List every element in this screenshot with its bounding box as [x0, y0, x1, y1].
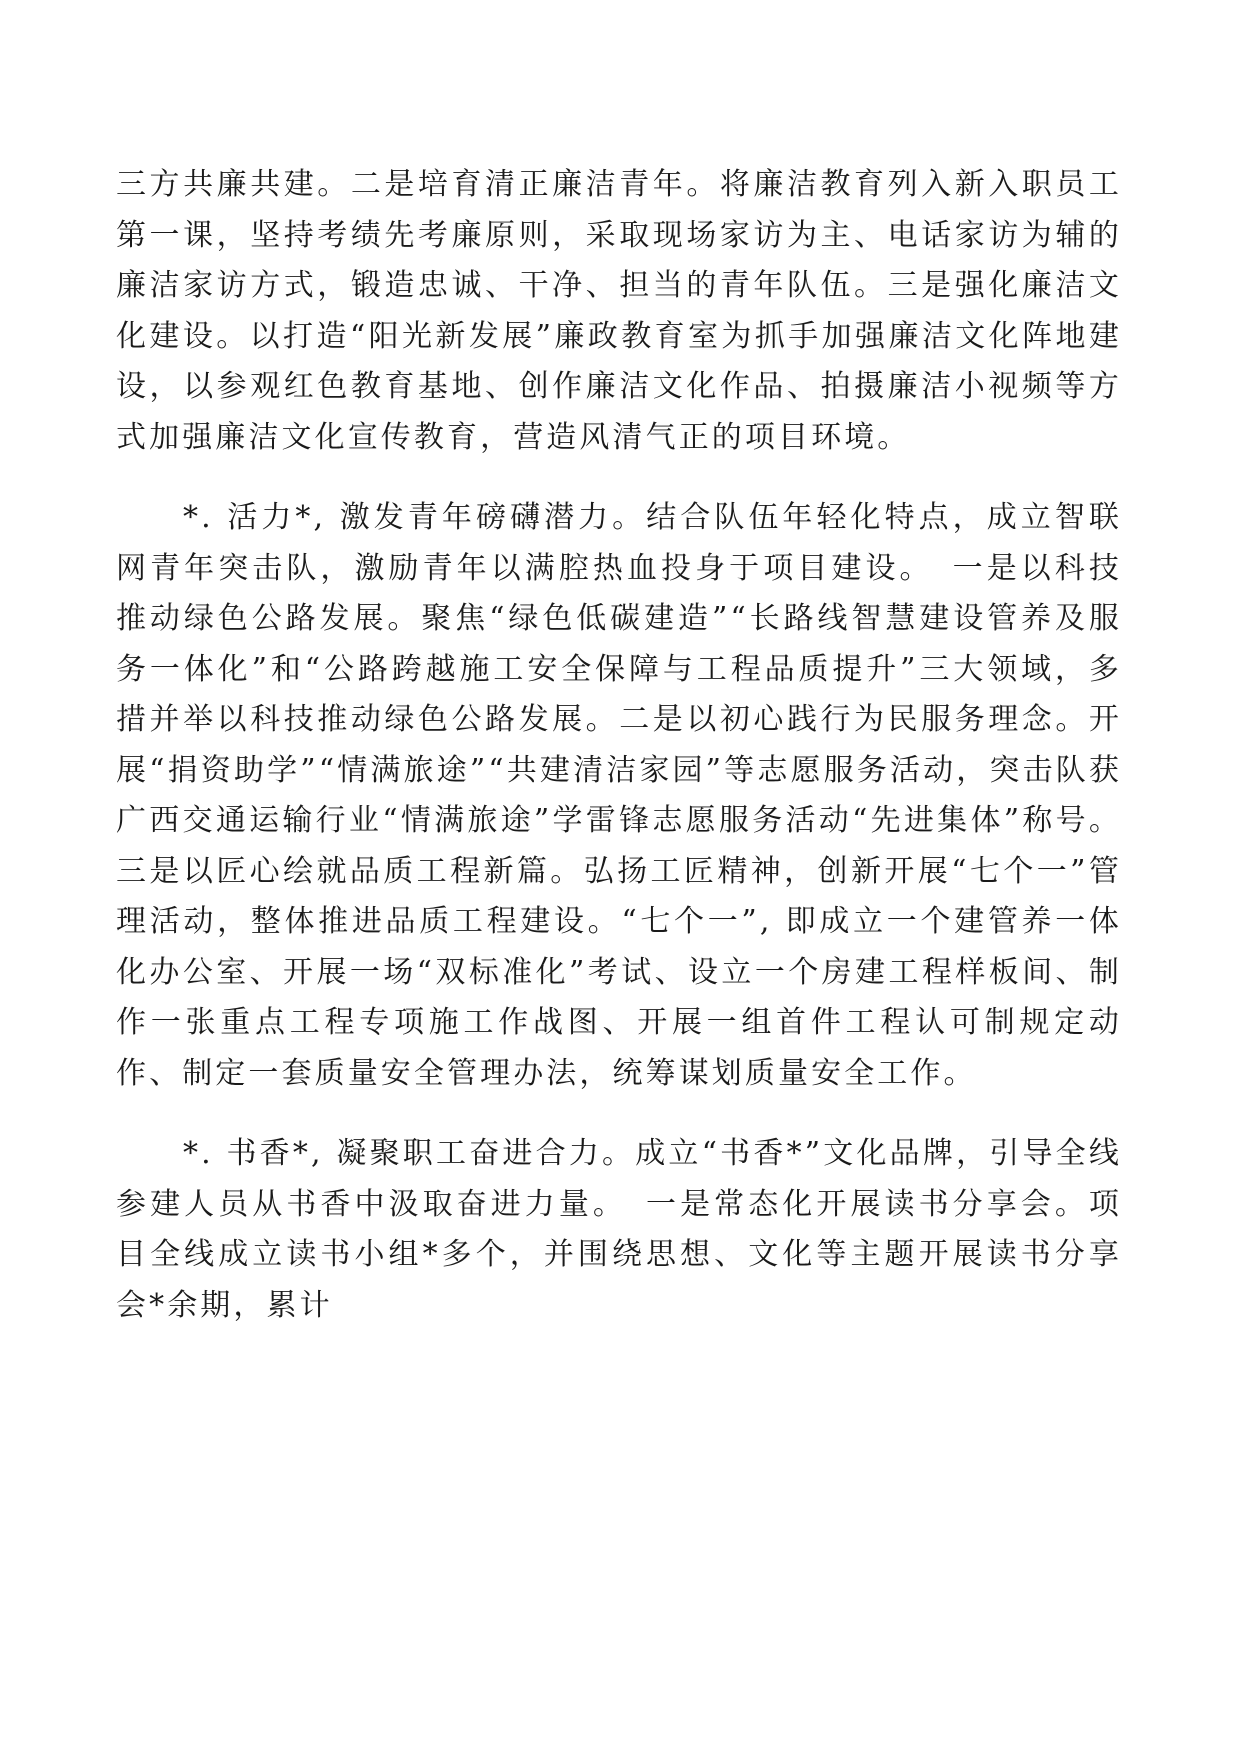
paragraph-vitality: *. 活力*, 激发青年磅礴潜力。结合队伍年轻化特点，成立智联网青年突击队，激励青年以满腔热血投身于项目建设。 一是以科技推动绿色公路发展。聚焦“绿色低碳建造”“长路线智慧建设管养及服务一体化”和“公路跨越施工安全保障与工程品质提升”三大领域，多措并举以科技推动绿色公路发展。二是以初心践行为民服务理念。开展“捐资助学”“情满旅途”“共建清洁家园”等志愿服务活动，突击队获广西交通运输行业“情满旅途”学雷锋志愿服务活动“先进集体”称号。三是以匠心绘就品质工程新篇。弘扬工匠精神，创新开展“七个一”管理活动，整体推进品质工程建设。“七个一”, 即成立一个建管养一体化办公室、开展一场“双标准化”考试、设立一个房建工程样板间、制作一张重点工程专项施工作战图、开展一组首件工程认可制规定动作、制定一套质量安全管理办法，统筹谋划质量安全工作。: [116, 500, 1122, 1091]
paragraph-gap: [116, 1099, 1122, 1129]
paragraph-continuation: 三方共廉共建。二是培育清正廉洁青年。将廉洁教育列入新入职员工第一课，坚持考绩先考廉原则，采取现场家访为主、电话家访为辅的廉洁家访方式，锻造忠诚、干净、担当的青年队伍。三是强化廉洁文化建设。以打造“阳光新发展”廉政教育室为抓手加强廉洁文化阵地建设，以参观红色教育基地、创作廉洁文化作品、拍摄廉洁小视频等方式加强廉洁文化宣传教育，营造风清气正的项目环境。: [116, 167, 1122, 455]
document-body: [116, 160, 1122, 1331]
paragraph-book-fragrance: *. 书香*, 凝聚职工奋进合力。成立“书香*”文化品牌，引导全线参建人员从书香中汲取奋进力量。 一是常态化开展读书分享会。项目全线成立读书小组*多个，并围绕思想、文化等主题开展读书分享会*余期，累计: [116, 1136, 1122, 1323]
paragraph-gap: [116, 463, 1122, 493]
